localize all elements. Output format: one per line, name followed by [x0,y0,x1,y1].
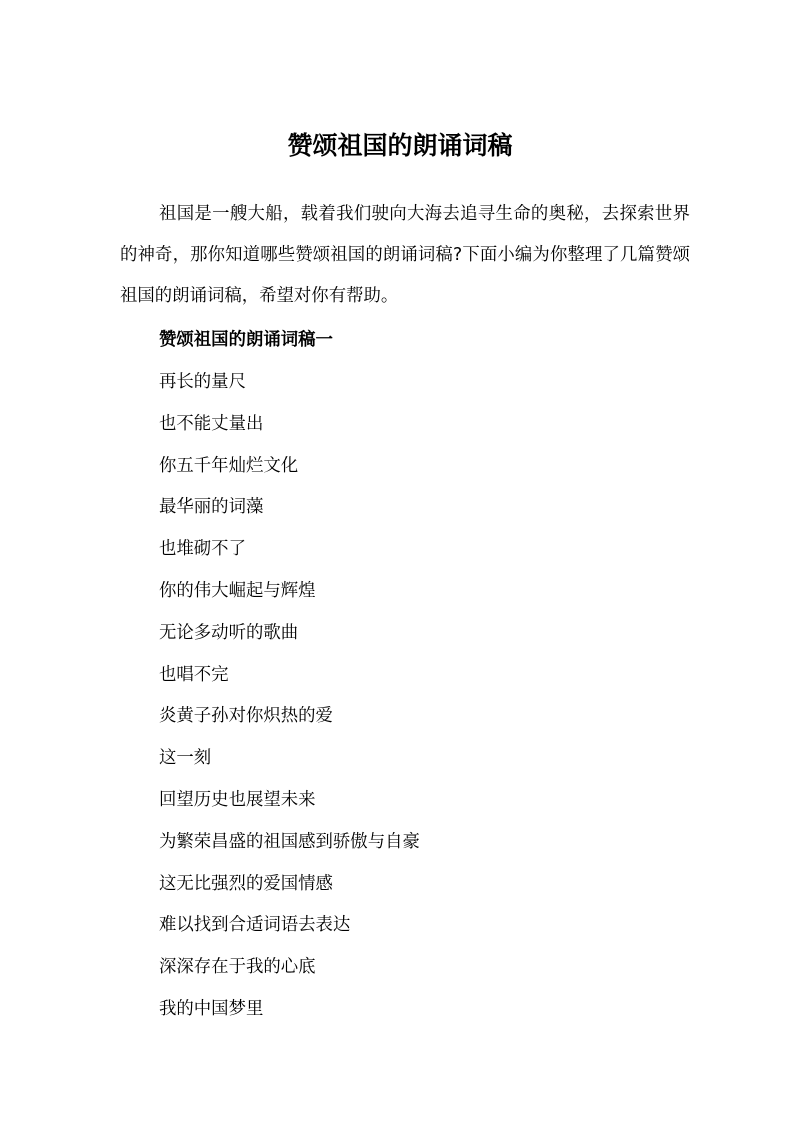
poem-line: 最华丽的词藻 [159,497,264,518]
poem-line: 也不能丈量出 [159,413,264,434]
poem-line: 为繁荣昌盛的祖国感到骄傲与自豪 [159,831,420,852]
poem-line: 这无比强烈的爱国情感 [159,873,333,894]
document-title: 赞颂祖国的朗诵词稿 [287,131,513,160]
section-heading: 赞颂祖国的朗诵词稿一 [159,330,333,350]
poem-lines [159,362,420,1031]
poem-line: 也唱不完 [159,664,229,685]
poem-line: 你五千年灿烂文化 [159,455,299,476]
poem-line: 也堆砌不了 [159,539,246,560]
poem-line: 难以找到合适词语去表达 [159,915,351,936]
poem-line: 这一刻 [159,748,212,769]
poem-line: 炎黄子孙对你炽热的爱 [159,706,333,727]
intro-paragraph [120,194,690,317]
poem-line: 你的伟大崛起与辉煌 [159,580,316,601]
poem-line: 再长的量尺 [159,372,246,392]
poem-line: 回望历史也展望未来 [159,789,316,810]
poem-line: 我的中国梦里 [159,998,264,1019]
poem-line: 无论多动听的歌曲 [159,622,299,643]
intro-text: 祖国是一艘大船，载着我们驶向大海去追寻生命的奥秘，去探索世界的神奇，那你知道哪些赞颂祖国的朗诵词稿?下面小编为你整理了几篇赞颂祖国的朗诵词稿，希望对你有帮助。 [120,204,690,306]
poem-line: 深深存在于我的心底 [159,957,316,978]
